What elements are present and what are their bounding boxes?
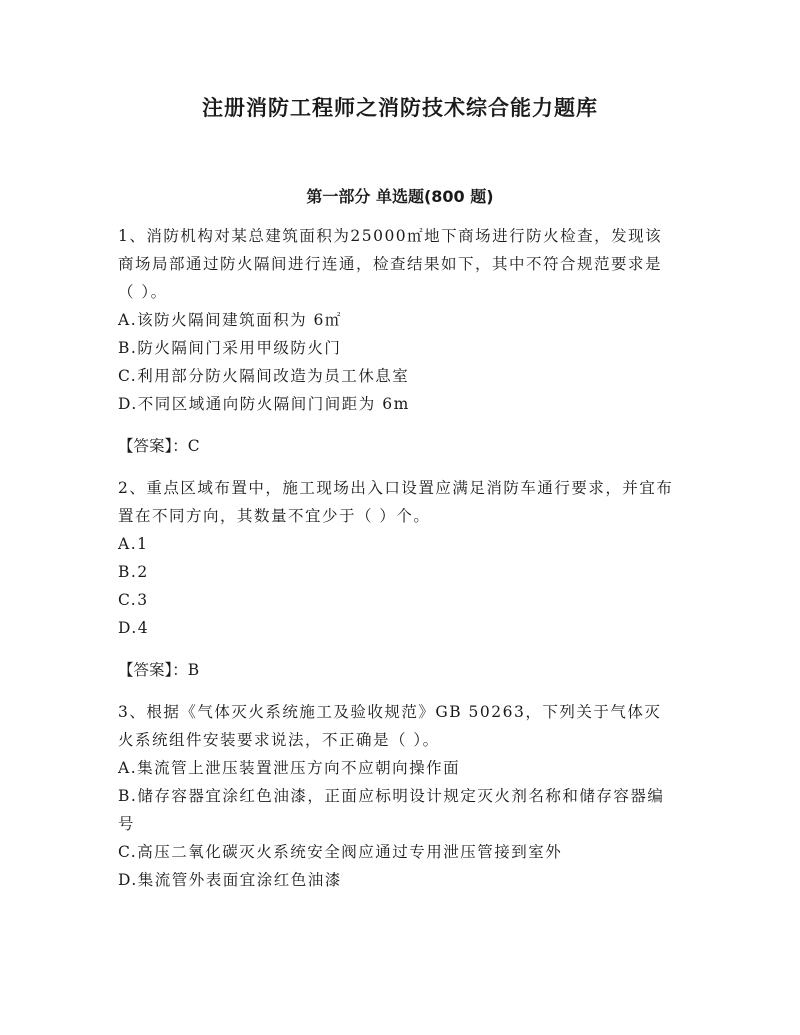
option-c: C.3 — [118, 591, 149, 609]
option-a: A.该防火隔间建筑面积为 6㎡ — [118, 311, 342, 329]
option-d: D.集流管外表面宜涂红色油漆 — [118, 871, 342, 889]
option-b: B.防火隔间门采用甲级防火门 — [118, 339, 342, 357]
option-b: B.储存容器宜涂红色油漆，正面应标明设计规定灭火剂名称和储存容器编号 — [118, 787, 665, 833]
option-a: A.集流管上泄压装置泄压方向不应朝向操作面 — [118, 759, 461, 777]
answer-2: 【答案】：B — [118, 661, 200, 679]
question-2 — [118, 474, 678, 642]
question-list — [118, 222, 678, 894]
option-c: C.利用部分防火隔间改造为员工休息室 — [118, 367, 410, 385]
question-text: 3、根据《气体灭火系统施工及验收规范》GB 50263，下列关于气体灭火系统组件安装要求说法，不正确是（ ）。 — [118, 703, 662, 749]
question-1 — [118, 222, 678, 418]
option-d: D.不同区域通向防火隔间门间距为 6m — [118, 395, 410, 413]
question-text: 1、消防机构对某总建筑面积为25000㎡地下商场进行防火检查，发现该商场局部通过防火隔间进行连通，检查结果如下，其中不符合规范要求是（ ）。 — [118, 227, 663, 301]
page-title: 注册消防工程师之消防技术综合能力题库 — [202, 96, 598, 120]
answer-1: 【答案】：C — [118, 437, 200, 455]
question-text: 2、重点区域布置中，施工现场出入口设置应满足消防车通行要求，并宜布置在不同方向，其数量不宜少于（ ）个。 — [118, 479, 674, 525]
option-b: B.2 — [118, 563, 149, 581]
option-a: A.1 — [118, 535, 149, 553]
option-d: D.4 — [118, 619, 150, 637]
section-heading: 第一部分 单选题(800 题) — [306, 187, 494, 206]
option-c: C.高压二氧化碳灭火系统安全阀应通过专用泄压管接到室外 — [118, 843, 563, 861]
question-3 — [118, 698, 678, 894]
